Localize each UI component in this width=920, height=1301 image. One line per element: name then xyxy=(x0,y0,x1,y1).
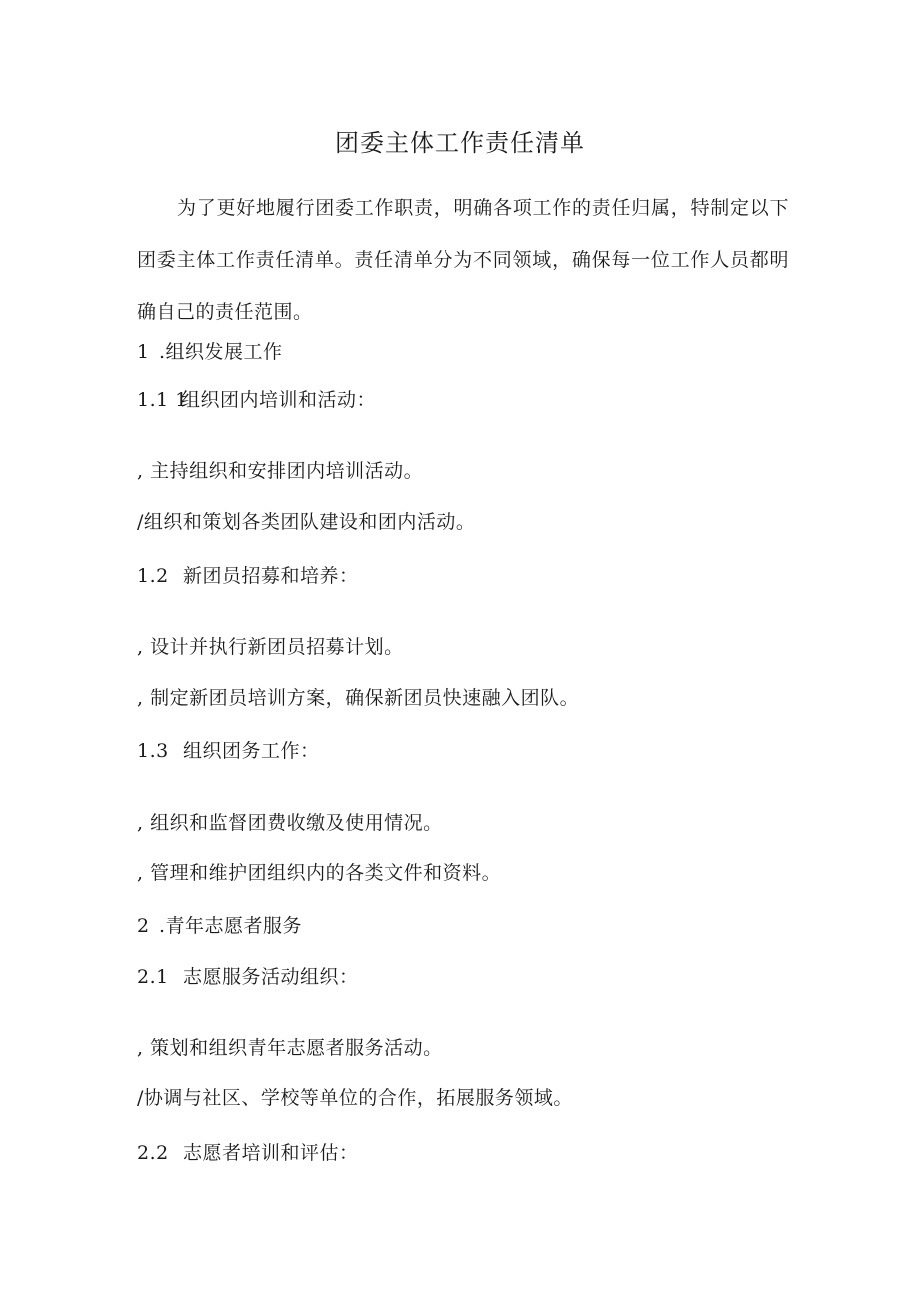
subsection-heading-1-2 xyxy=(137,560,359,592)
section-title: .组织发展工作 xyxy=(159,341,283,363)
list-item: /协调与社区、学校等单位的合作，拓展服务领域。 xyxy=(137,1087,573,1109)
list-item: , 设计并执行新团员招募计划。 xyxy=(137,636,404,658)
list-item: /组织和策划各类团队建设和团内活动。 xyxy=(137,511,476,533)
subsection-heading-2-2 xyxy=(137,1137,359,1169)
list-item: , 组织和监督团费收缴及使用情况。 xyxy=(137,812,443,834)
intro-paragraph: 为了更好地履行团委工作职责，明确各项工作的责任归属，特制定以下团委主体工作责任清单。责任清单分为不同领域，确保每一位工作人员都明确自己的责任范围。 xyxy=(137,197,789,323)
subsection-number: 1.3 xyxy=(137,740,169,762)
subsection-title: 新团员招募和培养： xyxy=(183,565,359,587)
list-item: , 主持组织和安排团内培训活动。 xyxy=(137,460,424,482)
subsection-title: 志愿者培训和评估： xyxy=(183,1142,359,1164)
section-number: 1 xyxy=(137,341,150,363)
subsection-heading-1-1 xyxy=(137,384,376,416)
subsection-title: 组织团务工作： xyxy=(183,740,320,762)
section-title: .青年志愿者服务 xyxy=(159,915,303,937)
section-heading-2 xyxy=(137,910,302,942)
list-item: , 制定新团员培训方案，确保新团员快速融入团队。 xyxy=(137,687,580,709)
subsection-number: 1.1 1 xyxy=(137,389,188,411)
subsection-title: 志愿服务活动组织： xyxy=(183,966,359,988)
list-item: , 策划和组织青年志愿者服务活动。 xyxy=(137,1037,443,1059)
subsection-number: 1.2 xyxy=(137,565,169,587)
subsection-heading-2-1 xyxy=(137,961,359,993)
section-number: 2 xyxy=(137,915,150,937)
section-heading-1 xyxy=(137,336,283,368)
list-item: , 管理和维护团组织内的各类文件和资料。 xyxy=(137,862,502,884)
subsection-number: 2.1 xyxy=(137,966,169,988)
subsection-heading-1-3 xyxy=(137,735,320,767)
subsection-title: 组织团内培训和活动： xyxy=(181,389,377,411)
document-title: 团委主体工作责任清单 xyxy=(335,129,585,157)
subsection-number: 2.2 xyxy=(137,1142,169,1164)
